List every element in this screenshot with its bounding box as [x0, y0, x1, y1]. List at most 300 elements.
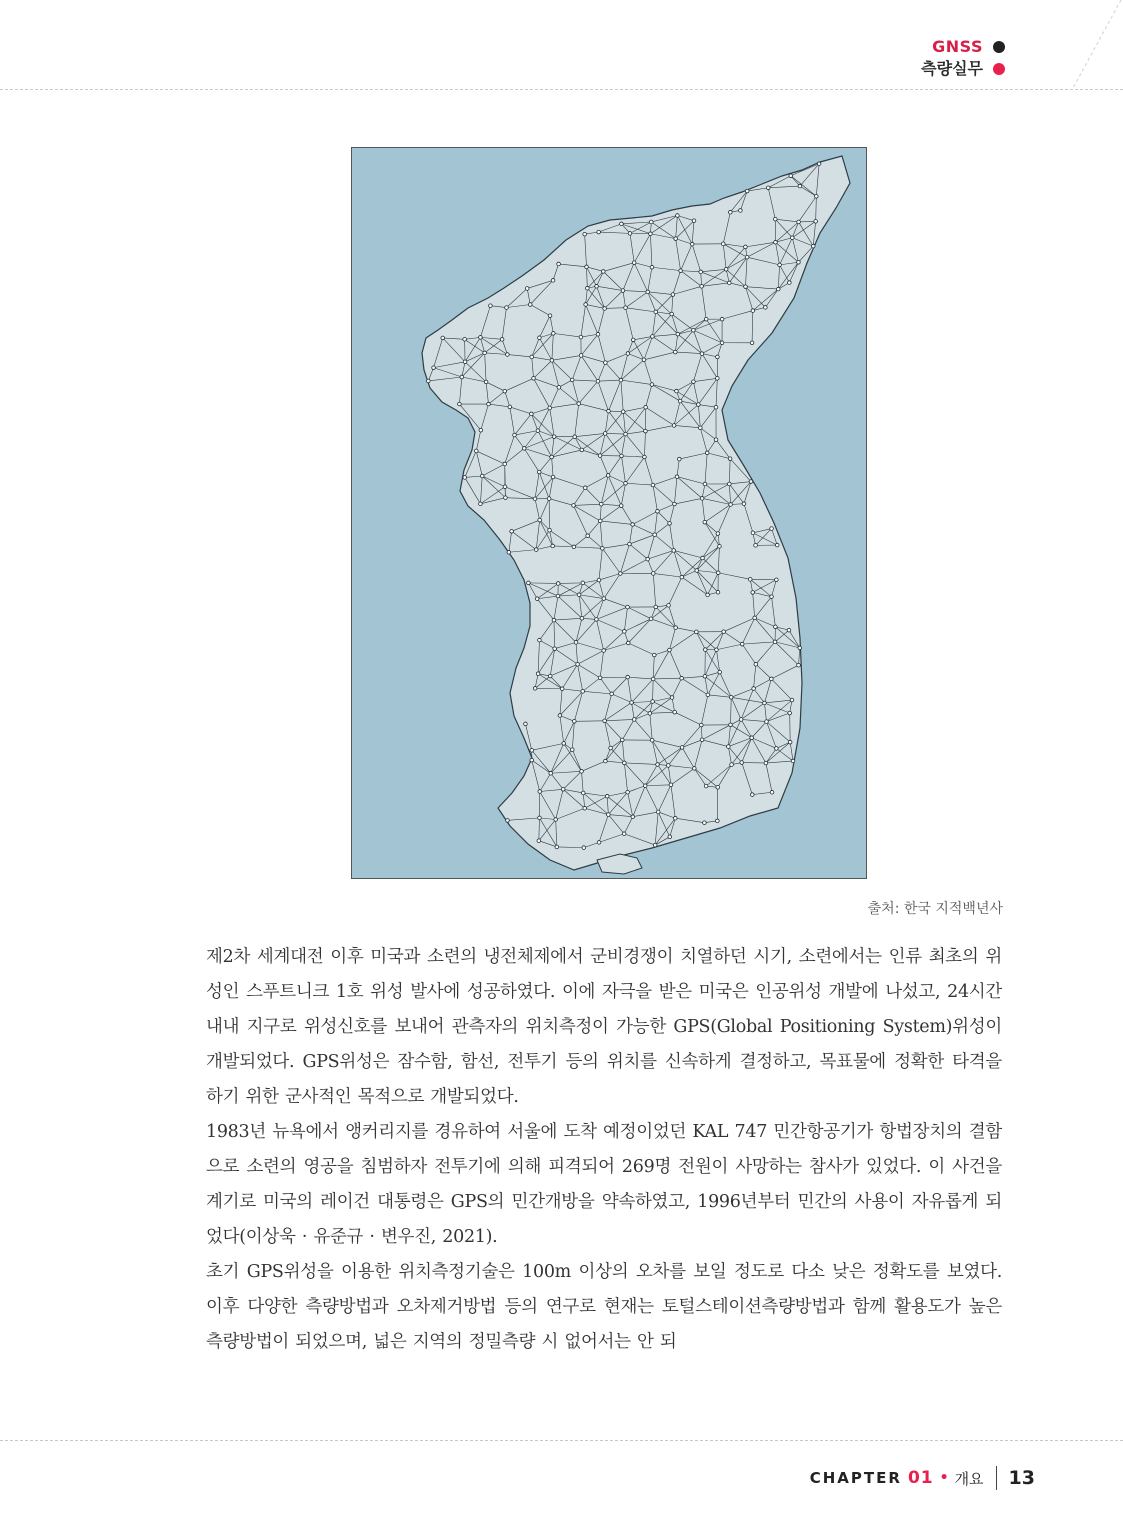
station-point	[672, 549, 676, 553]
station-point	[742, 502, 746, 506]
station-point	[656, 763, 660, 767]
station-point	[764, 761, 768, 765]
station-point	[584, 303, 588, 307]
station-point	[656, 509, 660, 513]
station-point	[503, 462, 507, 466]
station-point	[552, 435, 556, 439]
figure-caption: 출처: 한국 지적백년사	[867, 901, 1003, 917]
station-point	[530, 412, 534, 416]
station-point	[504, 496, 508, 500]
station-point	[791, 759, 795, 763]
station-point	[720, 341, 724, 345]
station-point	[547, 497, 551, 501]
station-point	[668, 835, 672, 839]
station-point	[722, 630, 726, 634]
station-point	[706, 693, 710, 697]
chapter-label: CHAPTER	[809, 1469, 902, 1487]
footer-divider	[0, 1440, 1123, 1441]
station-point	[507, 550, 511, 554]
station-point	[626, 641, 630, 645]
station-point	[749, 480, 753, 484]
station-point	[672, 424, 676, 428]
station-point	[728, 457, 732, 461]
station-point	[597, 841, 601, 845]
station-point	[739, 209, 743, 213]
station-point	[788, 740, 792, 744]
station-point	[692, 380, 696, 384]
page-number: 13	[1008, 1467, 1035, 1489]
station-point	[560, 687, 564, 691]
header-tag-subject-label: 측량실무	[921, 59, 983, 78]
station-point	[703, 482, 707, 486]
station-point	[777, 287, 781, 291]
station-point	[623, 630, 627, 634]
station-point	[773, 640, 777, 644]
footer-separator	[996, 1466, 997, 1490]
station-point	[774, 217, 778, 221]
chapter-title: 개요	[954, 1469, 984, 1488]
station-point	[644, 429, 648, 433]
station-point	[576, 662, 580, 666]
station-point	[607, 813, 611, 817]
station-point	[479, 428, 483, 432]
station-point	[522, 447, 526, 451]
station-point	[651, 677, 655, 681]
station-point	[700, 352, 704, 356]
station-point	[530, 758, 534, 762]
station-point	[724, 267, 728, 271]
station-point	[552, 618, 556, 622]
station-point	[524, 722, 528, 726]
header-tag-gnss	[921, 36, 1005, 58]
station-point	[623, 761, 627, 765]
station-point	[764, 306, 768, 310]
station-point	[551, 279, 555, 283]
station-point	[651, 483, 655, 487]
station-point	[673, 816, 677, 820]
station-point	[815, 194, 819, 198]
station-point	[580, 448, 584, 452]
station-point	[642, 358, 646, 362]
station-point	[653, 843, 657, 847]
station-point	[677, 457, 681, 461]
station-point	[745, 255, 749, 259]
station-point	[789, 174, 793, 178]
station-point	[730, 763, 734, 767]
station-point	[484, 380, 488, 384]
station-point	[573, 720, 577, 724]
station-point	[508, 405, 512, 409]
station-point	[667, 604, 671, 608]
station-point	[750, 793, 754, 797]
station-point	[525, 287, 529, 291]
station-point	[718, 670, 722, 674]
station-point	[628, 542, 632, 546]
station-point	[716, 571, 720, 575]
station-point	[790, 698, 794, 702]
station-point	[739, 718, 743, 722]
station-point	[811, 244, 815, 248]
station-point	[579, 354, 583, 358]
station-point	[714, 405, 718, 409]
station-point	[651, 700, 655, 704]
station-point	[585, 265, 589, 269]
station-point	[648, 712, 652, 716]
station-point	[538, 518, 542, 522]
header-tag-subject	[921, 58, 1005, 80]
station-point	[621, 289, 625, 293]
station-point	[674, 350, 678, 354]
station-point	[626, 352, 630, 356]
station-point	[714, 438, 718, 442]
station-point	[474, 449, 478, 453]
station-point	[626, 675, 630, 679]
station-point	[556, 594, 560, 598]
station-point	[670, 696, 674, 700]
dark-bullet-icon	[993, 41, 1005, 53]
station-point	[550, 455, 554, 459]
station-point	[654, 310, 658, 314]
station-point	[583, 232, 587, 236]
station-point	[536, 429, 540, 433]
station-point	[673, 502, 677, 506]
station-point	[619, 378, 623, 382]
station-point	[604, 361, 608, 365]
station-point	[572, 504, 576, 508]
station-point	[562, 742, 566, 746]
station-point	[480, 474, 484, 478]
station-point	[775, 543, 779, 547]
station-point	[775, 578, 779, 582]
station-point	[718, 545, 722, 549]
station-point	[538, 638, 542, 642]
station-point	[601, 547, 605, 551]
station-point	[631, 338, 635, 342]
station-point	[609, 746, 613, 750]
station-point	[770, 790, 774, 794]
station-point	[631, 815, 635, 819]
station-point	[622, 832, 626, 836]
station-point	[628, 232, 632, 236]
station-point	[527, 581, 531, 585]
station-point	[751, 309, 755, 313]
station-point	[460, 375, 464, 379]
station-point	[751, 531, 755, 535]
station-point	[586, 286, 590, 290]
station-point	[668, 648, 672, 652]
station-point	[699, 270, 703, 274]
station-point	[624, 306, 628, 310]
station-point	[695, 630, 699, 634]
station-point	[770, 595, 774, 599]
station-point	[598, 519, 602, 523]
station-point	[597, 230, 601, 234]
station-point	[643, 784, 647, 788]
station-point	[626, 605, 630, 609]
station-point	[580, 616, 584, 620]
station-point	[650, 383, 654, 387]
station-point	[581, 791, 585, 795]
station-point	[729, 503, 733, 507]
station-point	[651, 335, 655, 339]
station-point	[530, 749, 534, 753]
station-point	[814, 219, 818, 223]
station-point	[748, 578, 752, 582]
station-point	[619, 504, 623, 508]
running-header	[921, 36, 1005, 80]
station-point	[703, 648, 707, 652]
station-point	[427, 379, 431, 383]
paragraph-3: 초기 GPS위성을 이용한 위치측정기술은 100m 이상의 오차를 보일 정도로 다소 낮은 정확도를 보였다. 이후 다양한 측량방법과 오차제거방법 등의 연구로 현재는 토털스테이션측량방법과 함께 활용도가 높은 측량방법이 되었으며, 넓은 지역의 정밀측량 시 없어서는 안 되	[206, 1262, 1002, 1352]
station-point	[650, 738, 654, 742]
station-point	[700, 497, 704, 501]
station-point	[650, 220, 654, 224]
station-point	[582, 846, 586, 850]
station-point	[557, 386, 561, 390]
station-point	[534, 548, 538, 552]
station-point	[551, 475, 555, 479]
station-point	[763, 701, 767, 705]
station-point	[632, 261, 636, 265]
station-point	[557, 262, 561, 266]
station-point	[745, 189, 749, 193]
station-point	[754, 662, 758, 666]
station-point	[744, 245, 748, 249]
station-point	[624, 481, 628, 485]
station-point	[669, 783, 673, 787]
station-point	[552, 332, 556, 336]
body-text	[206, 940, 1002, 1360]
station-point	[603, 307, 607, 311]
station-point	[650, 265, 654, 269]
station-point	[703, 674, 707, 678]
header-divider	[0, 89, 1123, 90]
station-point	[570, 378, 574, 382]
station-point	[533, 687, 537, 691]
station-point	[551, 544, 555, 548]
station-point	[700, 285, 704, 289]
station-point	[817, 162, 821, 166]
station-point	[506, 819, 510, 823]
station-point	[538, 790, 542, 794]
station-point	[706, 593, 710, 597]
station-point	[788, 711, 792, 715]
station-point	[766, 186, 770, 190]
station-point	[649, 232, 653, 236]
chapter-number: 01	[907, 1468, 934, 1488]
station-point	[728, 482, 732, 486]
station-point	[700, 723, 704, 727]
station-point	[729, 723, 733, 727]
station-point	[675, 475, 679, 479]
station-point	[596, 332, 600, 336]
station-point	[598, 454, 602, 458]
station-point	[680, 575, 684, 579]
station-point	[487, 402, 491, 406]
station-point	[626, 790, 630, 794]
station-point	[619, 572, 623, 576]
station-point	[646, 290, 650, 294]
station-point	[744, 285, 748, 289]
station-point	[620, 738, 624, 742]
station-point	[537, 839, 541, 843]
station-point	[704, 317, 708, 321]
station-point	[532, 376, 536, 380]
station-point	[754, 544, 758, 548]
station-point	[680, 676, 684, 680]
station-point	[548, 528, 552, 532]
station-point	[680, 746, 684, 750]
station-point	[667, 764, 671, 768]
station-point	[704, 784, 708, 788]
station-point	[632, 718, 636, 722]
station-point	[536, 672, 540, 676]
station-point	[621, 410, 625, 414]
station-point	[697, 403, 701, 407]
station-point	[538, 336, 542, 340]
station-point	[533, 497, 537, 501]
station-point	[729, 210, 733, 214]
station-point	[692, 328, 696, 332]
station-point	[463, 476, 467, 480]
station-point	[595, 618, 599, 622]
station-point	[790, 236, 794, 240]
paragraph-2: 1983년 뉴욕에서 앵커리지를 경유하여 서울에 도착 예정이었던 KAL 747 민간항공기가 항법장치의 결함으로 소련의 영공을 침범하자 전투기에 의해 피격되어 269명 전원이 사망하는 참사가 있었다. 이 사건을 계기로 미국의 레이건 대통령은 GPS의 민간개방을 약속하였고, 1996년부터 민간의 사용이 자유롭게 되었다(이상욱 · 유준규 · 변우진, 2021).	[206, 1122, 1002, 1247]
station-point	[788, 281, 792, 285]
station-point	[513, 433, 517, 437]
station-point	[548, 406, 552, 410]
station-point	[740, 642, 744, 646]
header-tag-gnss-label: GNSS	[932, 37, 983, 56]
station-point	[740, 761, 744, 765]
station-point	[716, 377, 720, 381]
station-point	[674, 237, 678, 241]
station-point	[586, 534, 590, 538]
station-point	[432, 366, 436, 370]
station-point	[752, 687, 756, 691]
header-decoration	[1043, 0, 1123, 90]
station-point	[602, 597, 606, 601]
station-point	[596, 379, 600, 383]
station-point	[599, 502, 603, 506]
station-point	[583, 806, 587, 810]
station-point	[797, 663, 801, 667]
station-point	[463, 338, 467, 342]
station-point	[750, 736, 754, 740]
station-point	[555, 845, 559, 849]
station-point	[649, 617, 653, 621]
station-point	[537, 470, 541, 474]
station-point	[716, 355, 720, 359]
station-point	[550, 359, 554, 363]
station-point	[765, 720, 769, 724]
station-point	[774, 240, 778, 244]
station-point	[646, 557, 650, 561]
station-point	[775, 747, 779, 751]
station-point	[705, 451, 709, 455]
station-point	[503, 485, 507, 489]
station-point	[548, 314, 552, 318]
station-point	[489, 304, 493, 308]
station-point	[643, 455, 647, 459]
station-point	[571, 748, 575, 752]
station-point	[506, 353, 510, 357]
station-point	[577, 593, 581, 597]
station-point	[652, 653, 656, 657]
station-point	[620, 222, 624, 226]
station-point	[798, 646, 802, 650]
station-point	[653, 533, 657, 537]
red-bullet-icon	[993, 63, 1005, 75]
station-point	[716, 819, 720, 823]
station-point	[503, 389, 507, 393]
station-point	[676, 214, 680, 218]
station-point	[656, 810, 660, 814]
station-point	[549, 771, 553, 775]
station-point	[675, 389, 679, 393]
station-point	[671, 293, 675, 297]
station-point	[604, 759, 608, 763]
station-point	[602, 649, 606, 653]
station-point	[605, 794, 609, 798]
station-point	[692, 219, 696, 223]
station-point	[797, 260, 801, 264]
station-point	[606, 474, 610, 478]
paragraph-1: 제2차 세계대전 이후 미국과 소련의 냉전체제에서 군비경쟁이 치열하던 시기, 소련에서는 인류 최초의 위성인 스푸트니크 1호 위성 발사에 성공하였다. 이에 자극을 받은 미국은 인공위성 개발에 나섰고, 24시간 내내 지구로 위성신호를 보내어 관측자의 위치측정이 가능한 GPS(Global Positioning System)위성이 개발되었다. GPS위성은 잠수함, 함선, 전투기 등의 위치를 신속하게 결정하고, 목표물에 정확한 타격을 하기 위한 군사적인 목적으로 개발되었다.	[206, 947, 1002, 1107]
station-point	[770, 527, 774, 531]
chapter-separator: •	[939, 1470, 949, 1486]
station-point	[553, 647, 557, 651]
station-point	[479, 502, 483, 506]
station-point	[703, 821, 707, 825]
station-point	[624, 432, 628, 436]
station-point	[610, 692, 614, 696]
station-point	[441, 336, 445, 340]
station-point	[676, 332, 680, 336]
station-point	[602, 270, 606, 274]
station-point	[510, 529, 514, 533]
station-point	[695, 569, 699, 573]
station-point	[670, 312, 674, 316]
station-point	[581, 690, 585, 694]
station-point	[463, 360, 467, 364]
station-point	[700, 738, 704, 742]
station-point	[574, 641, 578, 645]
station-point	[720, 317, 724, 321]
triangulation-network-map	[352, 148, 866, 878]
station-point	[607, 409, 611, 413]
station-point	[577, 402, 581, 406]
station-point	[679, 269, 683, 273]
station-point	[673, 710, 677, 714]
station-point	[483, 351, 487, 355]
station-point	[538, 816, 542, 820]
station-point	[548, 674, 552, 678]
station-point	[716, 532, 720, 536]
station-point	[603, 719, 607, 723]
station-point	[505, 306, 509, 310]
station-point	[787, 628, 791, 632]
station-point	[751, 591, 755, 595]
station-point	[778, 263, 782, 267]
station-point	[721, 242, 725, 246]
station-point	[573, 435, 577, 439]
station-point	[630, 701, 634, 705]
station-point	[458, 402, 462, 406]
station-point	[693, 767, 697, 771]
station-point	[620, 454, 624, 458]
station-point	[579, 335, 583, 339]
